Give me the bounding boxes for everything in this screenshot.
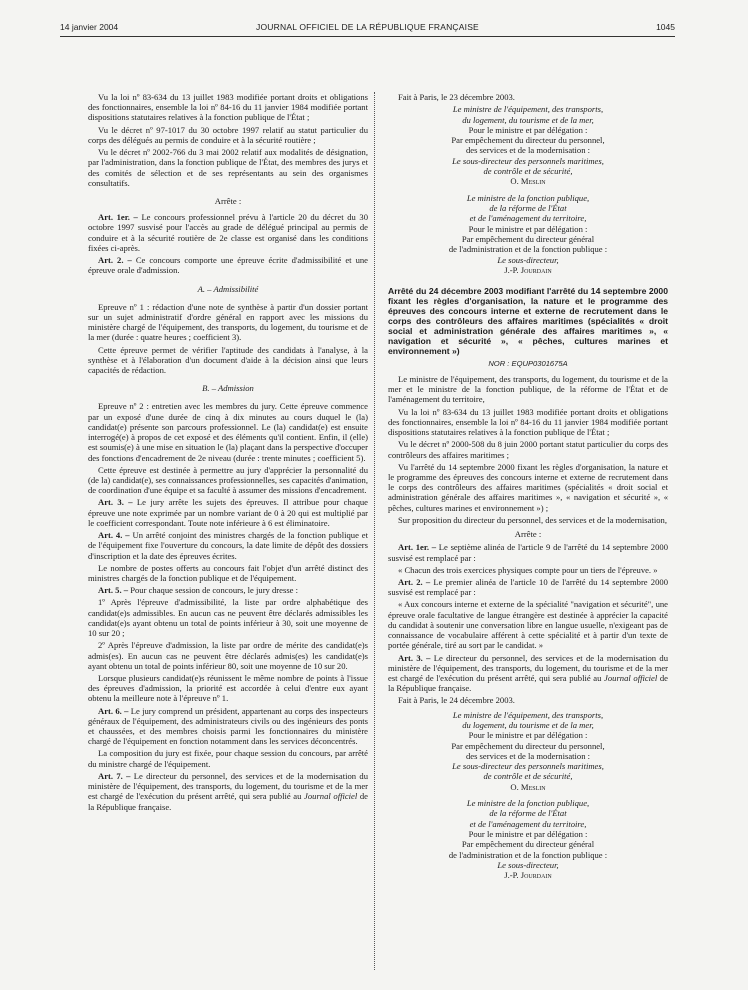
signature-block [388, 710, 668, 793]
article-1 [88, 212, 368, 253]
signature-line: Le ministre de la fonction publique, [466, 798, 590, 809]
article-label: Art. 1er. – [98, 212, 138, 223]
article-5 [88, 585, 368, 595]
visa-paragraph: Vu le décret nº 97-1017 du 30 octobre 1997 relatif au statut particulier du corps des délégués au permis de conduire et à la sécurité routière ; [88, 124, 368, 145]
article-6 [88, 706, 368, 747]
signature-block [388, 193, 668, 276]
signature-line: Pour le ministre et par délégation : [468, 124, 588, 135]
epreuve-2-detail: Cette épreuve est destinée à permettre au jury d'apprécier la personnalité du (de la) candidat(e), ses connaissances professionnelles, ses capacités d'animation, de coordination d'une équipe et sa faculté à assumer des missions d'encadrement. [88, 464, 368, 496]
decree-title: Arrêté du 24 décembre 2003 modifiant l'arrêté du 14 septembre 2000 fixant les règles d'organisation, la nature et le programme des épreuves des concours interne et externe de recrutement dans le corps des contrôleurs des affaires maritimes (spécialités « droit social et administration générale des affaires maritimes », « navigation et sécurité », « pêches, cultures marines et environnement ») [388, 286, 668, 357]
fait-a-paris: Fait à Paris, le 24 décembre 2003. [398, 695, 515, 706]
signature-line: des services et de la modernisation : [465, 145, 591, 156]
article-text: Pour chaque session de concours, le jury dresse : [130, 585, 299, 596]
signature-line: de l'administration et de la fonction publique : [448, 849, 608, 860]
signature-line: et de l'aménagement du territoire, [469, 818, 587, 829]
signature-line: Le ministre de l'équipement, des transports, [452, 709, 604, 720]
journal-officiel-ref: Journal officiel [304, 791, 358, 802]
article-6-detail: La composition du jury est fixée, pour chaque session du concours, par arrêté du ministre chargé de l'équipement. [88, 748, 368, 769]
arrete-heading: Arrête : [214, 195, 242, 206]
article-text: Le septième alinéa de l'article 9 de l'arrêté du 14 septembre 2000 susvisé est remplacé par : [388, 542, 668, 563]
signature-line: de la réforme de l'État [489, 808, 567, 819]
article-2 [88, 255, 368, 275]
visa-paragraph: Vu le décret nº 2002-766 du 3 mai 2002 relatif aux modalités de désignation, par l'administration, dans la fonction publique de l'État, des membres des jurys et des comités de sélection et de ses représentants au sein des organismes consultatifs. [88, 147, 368, 188]
signature-line: Le sous-directeur des personnels maritimes, [452, 761, 604, 772]
visa-paragraph: Vu la loi nº 83-634 du 13 juillet 1983 modifiée portant droits et obligations des fonctionnaires, ensemble la loi nº 84-16 du 11 janvier 1984 modifiée portant dispositions statutaires relatives à la fonction publique de l'État ; [88, 92, 368, 123]
signature-line: Le sous-directeur des personnels maritimes, [452, 155, 604, 166]
article-label: Art. 5. – [98, 585, 129, 596]
article-5-item-1: 1º Après l'épreuve d'admissibilité, la liste par ordre alphabétique des candidat(e)s admissibles. En aucun cas ne peuvent être déclarés admissibles les candidat(e)s ayant obtenu un total de points inférieur à 30, soit une moyenne de 10 sur 20 ; [88, 597, 368, 639]
article-7 [88, 771, 368, 812]
article-3 [88, 497, 368, 528]
nor-reference: NOR : EQUP0301675A [488, 359, 568, 368]
intro-paragraph: Le ministre de l'équipement, des transports, du logement, du tourisme et de la mer et le ministre de la fonction publique, de la réforme de l'État et de l'aménagement du territoire, [388, 374, 668, 405]
epreuve-1-detail: Cette épreuve permet de vérifier l'aptitude des candidats à l'analyse, à la synthèse et à l'élaboration d'un document d'aide à la décision ainsi que leurs capacités de rédaction. [88, 344, 368, 376]
article-label: Art. 6. – [98, 705, 129, 716]
section-heading-admission: B. – Admission [202, 383, 254, 394]
article-1-quote: « Chacun des trois exercices physiques compte pour un tiers de l'épreuve. » [398, 564, 658, 575]
right-column [388, 92, 668, 881]
signature-line: Le sous-directeur, [497, 254, 559, 265]
section-heading-admissibilite: A. – Admissibilité [197, 283, 259, 294]
article-text: Le concours professionnel prévu à l'article 20 du décret du 30 octobre 1997 susvisé pour l'accès au grade de délégué principal au permis de conduire et à la sécurité routière de 2e classe est organisé dans les conditions fixées ci-après. [88, 212, 368, 253]
visa-paragraph: Sur proposition du directeur du personnel, des services et de la modernisation, [398, 514, 667, 525]
signature-line: de l'administration et de la fonction publique : [448, 244, 608, 255]
signature-line: des services et de la modernisation : [465, 750, 591, 761]
signature-line: Le sous-directeur, [497, 859, 559, 870]
signature-line: de contrôle et de sécurité, [483, 166, 573, 177]
signature-line: Par empêchement du directeur général [461, 233, 595, 244]
article-text: Le jury comprend un président, appartenant au corps des inspecteurs généraux de l'équipement, des administrateurs civils ou des ingénieurs des ponts et chaussées, et des membres choisis parmi les fonctionnaires du ministère chargé de l'équipement en fonction notamment dans les services déconcentrés. [88, 705, 368, 747]
article-4 [88, 530, 368, 561]
article-2 [388, 577, 668, 597]
journal-officiel-ref: Journal officiel [604, 672, 658, 683]
article-label: Art. 1er. – [398, 542, 437, 553]
article-label: Art. 3. – [98, 497, 133, 508]
signature-line: Par empêchement du directeur du personnel, [451, 135, 605, 146]
article-1 [388, 542, 668, 562]
header-date: 14 janvier 2004 [60, 22, 119, 32]
fait-a-paris: Fait à Paris, le 23 décembre 2003. [398, 92, 515, 102]
article-text: Le directeur du personnel, des services et de la modernisation du ministère de l'équipement, des transports, du logement, du tourisme et de la mer est chargé de l'exécution du présent arrêté, qui sera publié au [88, 770, 368, 802]
article-2-quote: « Aux concours interne et externe de la spécialité "navigation et sécurité", une épreuve orale facultative de langue étrangère est destinée à apprécier la capacité du candidat à soutenir une conversation libre en langue usuelle, n'exigeant pas de connaissance de vocabulaire afférent à cette spécialité et à partir d'un texte de portée générale, tiré au sort par le candidat. » [388, 599, 668, 651]
page-header [60, 22, 675, 37]
article-label: Art. 2. – [98, 255, 132, 266]
signature-line: Pour le ministre et par délégation : [468, 223, 588, 234]
article-text: Le premier alinéa de l'article 10 de l'arrêté du 14 septembre 2000 susvisé est remplacé par : [388, 576, 668, 598]
article-text: de la République française. [88, 791, 368, 812]
article-text: Ce concours comporte une épreuve écrite d'admissibilité et une épreuve orale d'admission. [88, 255, 368, 276]
signatory-name: J.-P. Jourdain [504, 264, 552, 275]
left-column [88, 92, 368, 814]
article-5-item-2: 2º Après l'épreuve d'admission, la liste par ordre de mérite des candidat(e)s admis(es). En aucun cas ne peuvent être déclarés admis(es) les candidat(e)s ayant obtenu un total de points inférieur 80, soit une moyenne de 10 sur 20. [88, 640, 368, 671]
article-3 [388, 653, 668, 694]
column-divider [374, 92, 375, 970]
signatory-name: O. Meslin [510, 781, 546, 792]
signature-line: Le ministre de la fonction publique, [466, 192, 590, 203]
arrete-heading: Arrête : [514, 529, 542, 540]
signature-line: Par empêchement du directeur du personnel, [451, 740, 605, 751]
visa-paragraph: Vu la loi nº 83-634 du 13 juillet 1983 modifiée portant droits et obligations des fonctionnaires, ensemble la loi nº 84-16 du 11 janvier 1984 modifiée portant dispositions statutaires relatives à la fonction publique de l'État ; [388, 406, 668, 438]
article-text: Le directeur du personnel, des services et de la modernisation du ministère de l'équipement, des transports, du logement, du tourisme et de la mer est chargé de l'exécution du présent arrêté, qui sera publié au [388, 652, 668, 683]
visa-paragraph: Vu le décret nº 2000-508 du 8 juin 2000 portant statut particulier du corps des contrôleurs des affaires maritimes ; [388, 439, 668, 460]
article-label: Art. 2. – [398, 576, 431, 587]
signatory-name: J.-P. Jourdain [504, 870, 552, 881]
header-page-number: 1045 [656, 22, 675, 32]
signature-line: Pour le ministre et par délégation : [468, 730, 588, 741]
epreuve-2: Epreuve nº 2 : entretien avec les membres du jury. Cette épreuve commence par un exposé d'une durée de cinq à dix minutes au cours duquel le (la) candidat(e) présente son parcours professionnel. Le (la) candidat(e) est ensuite interrogé(e) à propos de cet exposé et des éléments qu'il contient. Enfin, il (elle) est soumis(e) à une mise en situation le (la) plaçant dans la perspective d'occuper des fonctions d'encadrement de 2e niveau (durée : trente minutes ; coefficient 5). [88, 401, 368, 463]
article-label: Art. 3. – [398, 652, 431, 663]
signature-line: de contrôle et de sécurité, [483, 771, 573, 782]
signature-block [388, 104, 668, 187]
epreuve-1: Epreuve nº 1 : rédaction d'une note de synthèse à partir d'un dossier portant sur un sujet administratif d'ordre général en rapport avec les missions du ministère chargé de l'équipement, des transports, du logement, du tourisme et de la mer (durée : quatre heures ; coefficient 3). [88, 301, 368, 343]
article-label: Art. 7. – [98, 770, 131, 781]
article-text: Un arrêté conjoint des ministres chargés de la fonction publique et de l'équipement fixe l'ouverture du concours, la date limite de dépôt des dossiers d'inscription et la date des épreuves écrites. [88, 530, 368, 561]
article-text: Le jury arrête les sujets des épreuves. Il attribue pour chaque épreuve une note exprimée par un nombre variant de 0 à 20 qui est multiplié par le coefficient correspondant. Toute note inférieure à 6 est éliminatoire. [88, 497, 368, 528]
article-label: Art. 4. – [98, 530, 130, 541]
signature-line: de la réforme de l'État [489, 203, 567, 214]
visa-paragraph: Vu l'arrêté du 14 septembre 2000 fixant les règles d'organisation, la nature et le programme des épreuves des concours interne et externe de recrutement dans le corps des contrôleurs des affaires maritimes (spécialités « droit social et administration générale des affaires maritimes », « navigation et sécurité », « pêches, cultures marines et environnement ») ; [388, 461, 668, 513]
signature-line: du logement, du tourisme et de la mer, [462, 719, 594, 730]
article-text: de la République française. [388, 672, 668, 694]
header-journal-title: JOURNAL OFFICIEL DE LA RÉPUBLIQUE FRANÇAISE [256, 22, 479, 32]
article-4-detail: Le nombre de postes offerts au concours fait l'objet d'un arrêté distinct des ministres chargés de la fonction publique et de l'équipement. [88, 562, 368, 583]
signature-line: Pour le ministre et par délégation : [468, 829, 588, 840]
signature-line: du logement, du tourisme et de la mer, [462, 114, 594, 125]
signature-line: et de l'aménagement du territoire, [469, 213, 587, 224]
article-5-detail: Lorsque plusieurs candidat(e)s réunissent le même nombre de points à l'issue des épreuves d'admission, la priorité est accordée à celui d'entre eux ayant obtenu la meilleure note à l'épreuve nº 1. [88, 672, 368, 704]
signature-line: Le ministre de l'équipement, des transports, [452, 104, 604, 115]
signature-block [388, 798, 668, 881]
signature-line: Par empêchement du directeur général [461, 839, 595, 850]
signatory-name: O. Meslin [510, 176, 546, 187]
